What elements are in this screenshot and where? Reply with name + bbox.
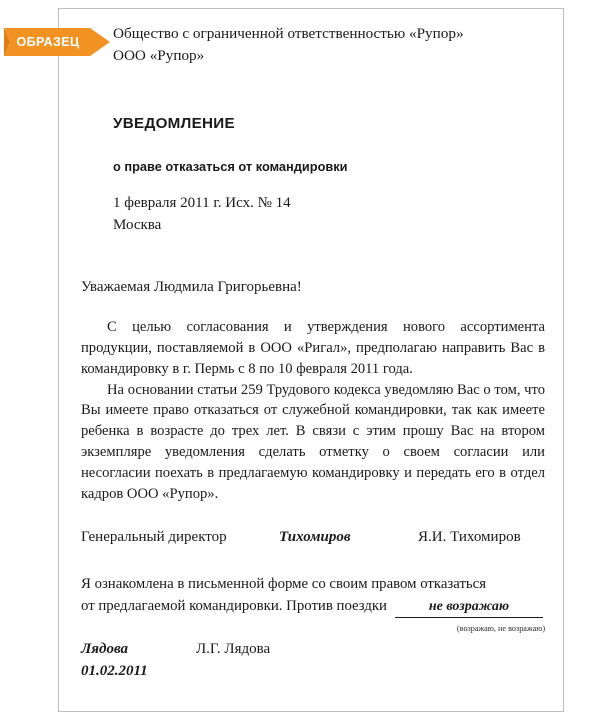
- employee-handwritten-signature: Лядова: [81, 641, 129, 657]
- employee-signature-date: 01.02.2011: [81, 663, 148, 679]
- salutation-line: Уважаемая Людмила Григорьевна!: [81, 279, 302, 295]
- acknowledgment-line-2-text: от предлагаемой командировки. Против поездки: [81, 598, 387, 615]
- sample-ribbon: [4, 25, 110, 59]
- acknowledgment-block: [81, 573, 551, 633]
- outgoing-date-and-number: 1 февраля 2011 г. Исх. № 14: [113, 195, 291, 211]
- organization-header: [113, 23, 464, 66]
- document-sheet: [58, 8, 564, 712]
- acknowledgment-field-caption: (возражаю, не возражаю): [456, 624, 546, 633]
- acknowledgment-line-2: [81, 595, 551, 618]
- document-subtitle: о праве отказаться от командировки: [113, 159, 348, 174]
- director-role-label: Генеральный директор: [81, 529, 227, 545]
- city-label: Москва: [113, 216, 162, 233]
- organization-full-name: Общество с ограниченной ответственностью «Рупор»: [113, 25, 464, 42]
- director-handwritten-signature: Тихомиров: [279, 529, 351, 545]
- employee-printed-name: Л.Г. Лядова: [196, 641, 271, 657]
- acknowledgment-line-1: Я ознакомлена в письменной форме со своим правом отказаться: [81, 576, 487, 592]
- document-body: [81, 317, 545, 505]
- organization-short-name: ООО «Рупор»: [113, 46, 205, 64]
- date-and-place-block: [113, 193, 291, 237]
- acknowledgment-fill-in-field[interactable]: [395, 595, 543, 618]
- body-paragraph-1: С целью согласования и утверждения нового ассортимента продукции, поставляемой в ООО «Ригал», предполагаю направить Вас в командировку в г. Пермь с 8 по 10 февраля 2011 года.: [81, 319, 545, 377]
- director-printed-name: Я.И. Тихомиров: [418, 529, 521, 545]
- body-paragraph-2: На основании статьи 259 Трудового кодекса уведомляю Вас о том, что Вы имеете право отказаться от служебной командировки, так как имеете ребенка в возрасте до трех лет. В связи с этим прошу Вас на втором экземпляре уведомления сделать отметку о своем согласии или несогласии поехать в предлагаемую командировку и передать его в отдел кадров ООО «Рупор».: [81, 381, 545, 502]
- document-title: УВЕДОМЛЕНИЕ: [113, 115, 235, 132]
- acknowledgment-filled-value: не возражаю: [428, 599, 510, 615]
- sample-ribbon-label: ОБРАЗЕЦ: [16, 35, 80, 49]
- document-content: [59, 9, 563, 711]
